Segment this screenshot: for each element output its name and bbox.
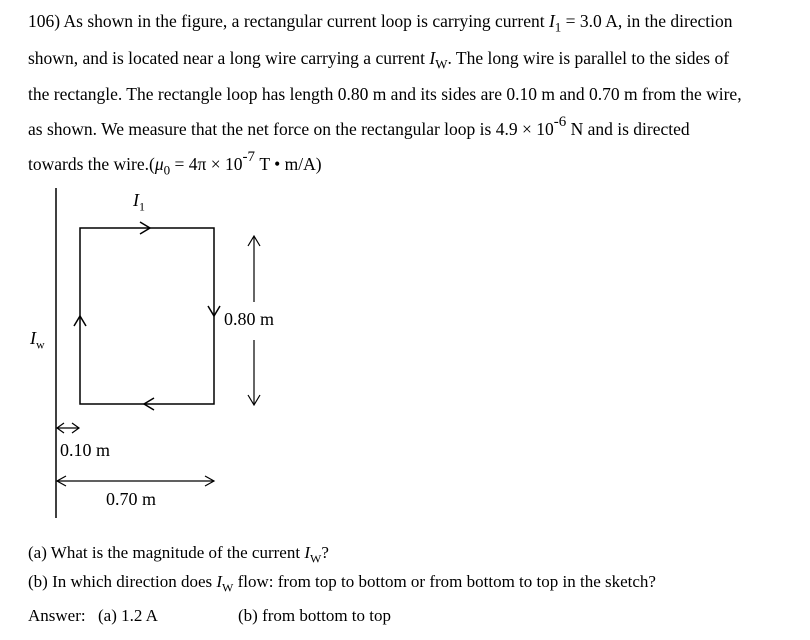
circuit-figure: [0, 180, 420, 530]
problem-number: 106): [28, 11, 61, 31]
answer-b: (b) from bottom to top: [238, 606, 391, 625]
figure-drawing: [0, 180, 420, 530]
answer-a: (a) 1.2 A: [98, 606, 158, 625]
problem-line-1: 106) As shown in the figure, a rectangular current loop is carrying current $I_1 = 3.0$ A, in the direction: [28, 11, 733, 35]
problem-statement: [28, 6, 788, 185]
label-length: 0.80 m: [224, 309, 275, 329]
problem-line-2: shown, and is located near a long wire carrying a current $I_W$. The long wire is parallel to the sides of: [28, 47, 730, 71]
problem-line-3: the rectangle. The rectangle loop has length 0.80 m and its sides are 0.10 m and 0.70 m from the wire,: [28, 84, 742, 104]
questions: [28, 541, 656, 600]
label-near-distance: 0.10 m: [60, 440, 111, 460]
problem-line-5: towards the $wire.(\mu_0 = 4\pi \times 10^{-7}$ T • m/A): [28, 148, 322, 178]
problem-line-4: as shown. We measure that the net force on the rectangular loop is $4.9 \times 10^{-6}$ N and is directed: [28, 114, 690, 139]
question-b: (b) In which direction does $I_W$ flow: from top to bottom or from bottom to top in the sketch?: [28, 572, 656, 595]
question-a: (a) What is the magnitude of the current $I_W$?: [28, 543, 329, 566]
label-Iw: $I_w$: [30, 328, 45, 352]
label-I1: $I_1$: [133, 190, 145, 214]
rectangular-loop: [80, 228, 214, 404]
answer-line: [28, 606, 391, 626]
label-far-distance: 0.70 m: [106, 489, 157, 509]
answer-prefix: Answer:: [28, 606, 86, 625]
